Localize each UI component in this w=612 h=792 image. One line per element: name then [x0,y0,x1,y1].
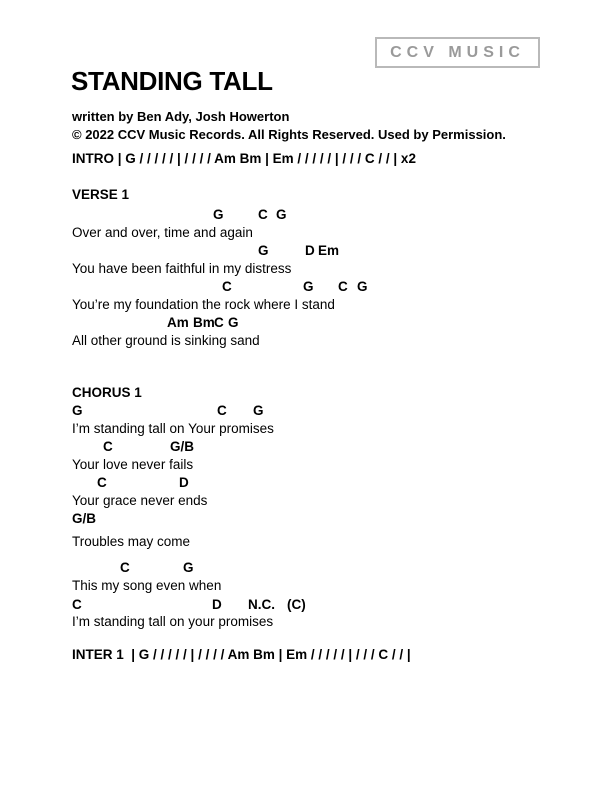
chord-c: C [258,207,268,222]
chord-c: C [338,279,348,294]
chorus1-chords-2 [72,438,592,456]
chord-g: G [258,243,269,258]
chord-g: G [228,315,239,330]
chord-nc: N.C. [248,597,275,612]
verse1-lyric-3: You’re my foundation the rock where I stand [72,297,335,312]
chorus1-chords-1 [72,402,592,420]
verse1-chords-1 [72,206,592,224]
chord-c: C [214,315,224,330]
inter1-line: INTER 1 | G / / / / / | / / / / Am Bm | Em / / / / / | / / / C / / | [72,647,411,662]
chord-c: C [222,279,232,294]
logo-text: CCV MUSIC [390,43,525,61]
copyright-line: © 2022 CCV Music Records. All Rights Reserved. Used by Permission. [72,127,506,142]
chord-c: C [97,475,107,490]
chorus1-chords-6 [72,596,592,614]
verse1-label: VERSE 1 [72,187,130,202]
chord-d: D [179,475,189,490]
chorus1-label: CHORUS 1 [72,385,142,400]
verse1-lyric-1: Over and over, time and again [72,225,253,240]
verse1-lyric-4: All other ground is sinking sand [72,333,260,348]
chorus1-lyric-6: I’m standing tall on your promises [72,614,274,629]
chorus1-lyric-3: Your grace never ends [72,493,208,508]
chord-g: G [253,403,264,418]
chord-g: G [183,560,194,575]
verse1-chords-2 [72,242,592,260]
chorus1-chords-4 [72,510,592,528]
chord-c: C [103,439,113,454]
chorus1-lyric-5: This my song even when [72,578,222,593]
chord-g: G [276,207,287,222]
chord-g: G [357,279,368,294]
chord-c: C [217,403,227,418]
intro-line: INTRO | G / / / / / | / / / / Am Bm | Em / / / / / | / / / C / / | x2 [72,151,416,166]
chord-g: G [72,403,83,418]
chord-gb: G/B [170,439,195,454]
chorus1-chords-5 [72,559,592,577]
chord-c: C [72,597,82,612]
chorus1-lyric-1: I’m standing tall on Your promises [72,421,274,436]
chord-d: D [212,597,222,612]
chorus1-lyric-4: Troubles may come [72,534,191,549]
chord-bm: Bm [193,315,215,330]
verse1-chords-3 [72,278,592,296]
chord-d: D [305,243,315,258]
chorus1-chords-3 [72,474,592,492]
song-title: STANDING TALL [71,66,273,96]
chord-gb: G/B [72,511,97,526]
chord-am: Am [167,315,189,330]
verse1-lyric-2: You have been faithful in my distress [72,261,292,276]
verse1-chords-4 [72,314,592,332]
chord-g: G [303,279,314,294]
chord-c: C [120,560,130,575]
chord-g: G [213,207,224,222]
chord-em: Em [318,243,340,258]
ccv-music-logo [375,37,540,68]
chord-c: (C) [287,597,306,612]
chorus1-lyric-2: Your love never fails [72,457,194,472]
byline: written by Ben Ady, Josh Howerton [72,109,290,124]
